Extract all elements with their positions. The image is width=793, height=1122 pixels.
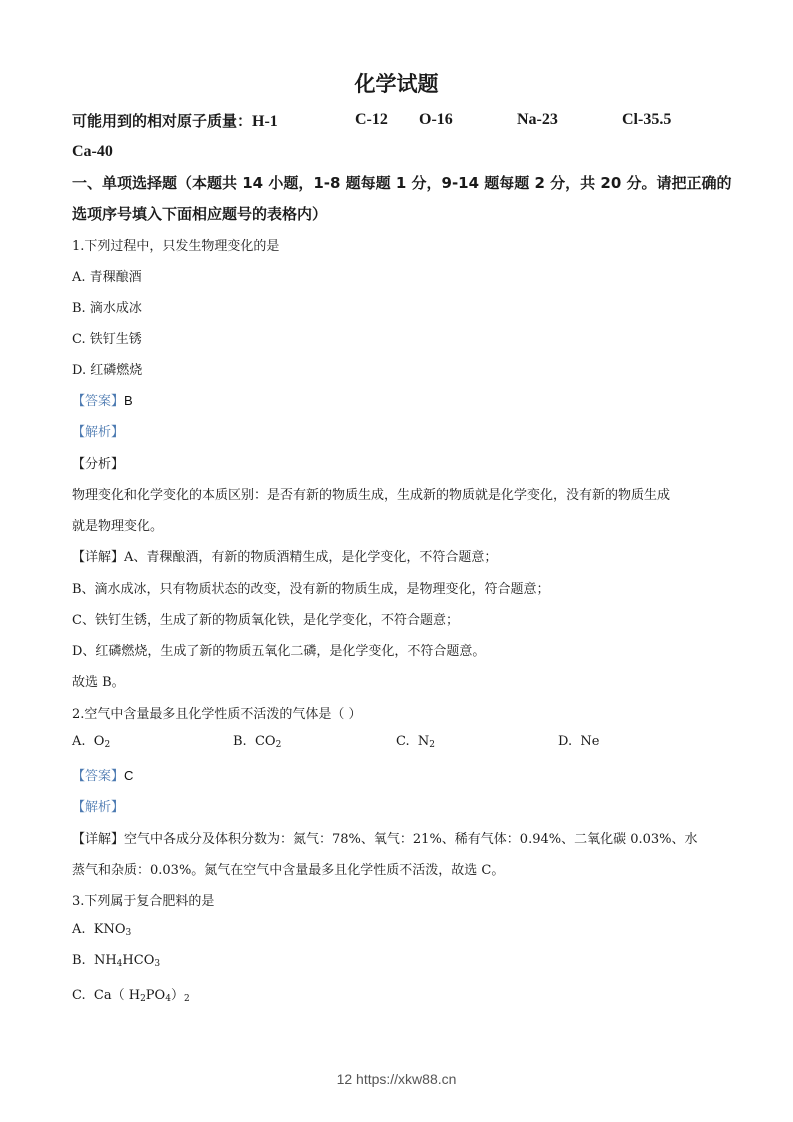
question-1-analysis-tag: 【解析】	[72, 425, 125, 440]
answer-tag: 【答案】	[72, 394, 125, 409]
question-1-detail-line1: 【详解】A、青稞酿酒，有新的物质酒精生成，是化学变化，不符合题意；	[72, 550, 498, 565]
answer-value: B	[124, 393, 133, 408]
question-2-analysis-tag: 【解析】	[72, 800, 125, 815]
question-2-detail-line1: 【详解】空气中各成分及体积分数为：氮气：78%、氧气：21%、稀有气体：0.94%、二氧化碳 0.03%、水	[72, 832, 698, 847]
question-2-option-d: D. Ne	[558, 734, 600, 749]
answer-tag: 【答案】	[72, 769, 125, 784]
question-1-fenxi-tag: 【分析】	[72, 457, 125, 472]
section-heading-line2: 选项序号填入下面相应题号的表格内）	[72, 205, 328, 223]
question-1-detail-line3: C、铁钉生锈，生成了新的物质氧化铁，是化学变化，不符合题意；	[72, 613, 459, 628]
question-2-option-b: B. $CO_2$	[233, 734, 282, 750]
section-heading-line1: 一、单项选择题（本题共 14 小题，1-8 题每题 1 分，9-14 题每题 2 分，共 20 分。请把正确的	[72, 174, 732, 192]
question-3-stem: 3.下列属于复合肥料的是	[72, 894, 215, 909]
document-title: 化学试题	[354, 72, 439, 96]
question-3-option-b: B. $NH_4HCO_3$	[72, 953, 161, 969]
question-1-fenxi-line1: 物理变化和化学变化的本质区别：是否有新的物质生成，生成新的物质就是化学变化，没有新的物质生成	[72, 488, 671, 503]
question-1-detail-line2: B、滴水成冰，只有物质状态的改变，没有新的物质生成，是物理变化，符合题意；	[72, 582, 550, 597]
question-1-fenxi-line2: 就是物理变化。	[72, 519, 164, 534]
question-2-option-a: A. $O_2$	[72, 734, 111, 750]
answer-value: C	[124, 768, 134, 783]
question-1-option-d: D. 红磷燃烧	[72, 363, 143, 378]
atomic-mass-label: 可能用到的相对原子质量：H-1	[72, 112, 278, 130]
question-1-option-a: A. 青稞酿酒	[72, 270, 142, 285]
page-footer: 12 https://xkw88.cn	[336, 1071, 457, 1087]
question-1-stem: 1.下列过程中，只发生物理变化的是	[72, 239, 280, 254]
question-1-detail-line4: D、红磷燃烧，生成了新的物质五氧化二磷，是化学变化，不符合题意。	[72, 644, 486, 659]
atomic-mass-na: Na-23	[517, 111, 558, 128]
question-1-option-c: C. 铁钉生锈	[72, 332, 142, 347]
atomic-mass-cl: Cl-35.5	[622, 111, 672, 128]
question-3-option-c: C. Ca（ $H_2PO_4)_2$	[72, 988, 190, 1004]
question-2-answer	[72, 765, 133, 784]
question-1-answer	[72, 390, 133, 409]
atomic-mass-h: H-1	[252, 113, 278, 130]
atomic-mass-o: O-16	[419, 111, 453, 128]
question-1-option-b: B. 滴水成冰	[72, 301, 142, 316]
question-2-detail-line2: 蒸气和杂质：0.03%。氮气在空气中含量最多且化学性质不活泼，故选 C。	[72, 863, 505, 878]
question-2-stem: 2.空气中含量最多且化学性质不活泼的气体是（ ）	[72, 707, 362, 722]
question-2-option-c: C. $N_2$	[396, 734, 435, 750]
atomic-mass-ca: Ca-40	[72, 143, 113, 160]
question-3-option-a: A. $KNO_3$	[72, 922, 132, 938]
atomic-mass-c: C-12	[355, 111, 388, 128]
question-1-conclusion: 故选 B。	[72, 675, 125, 690]
